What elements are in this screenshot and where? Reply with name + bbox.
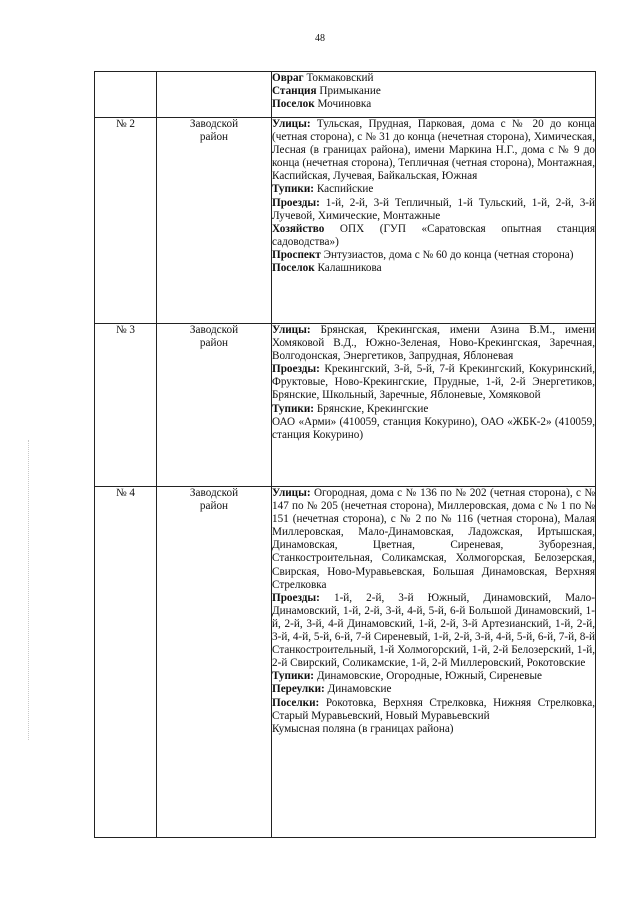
block-farm — [272, 223, 595, 249]
block-label: Хозяйство — [272, 222, 325, 235]
block-streets — [272, 487, 595, 592]
streets-cell — [272, 118, 596, 324]
block-text: Динамовские — [327, 683, 392, 696]
block-text: Огородная, дома с № 136 по № 202 (четная сторона), с № 147 по № 205 (нечетная сторона), Миллеровская, дома с № 1 по № 151 (нечетная сторона), с № 2 по № 116 (четная сторона), Малая Миллеровская, Мало-Динамовская, Ладожская, Иртышская, Динамовская, Цветная, Сиреневая, Зуборезная, Станкостроительная, Соликамская, Холмогорская, Белозерская, Свирская, Ново-Муравьевская, Большая Динамовская, Верхняя Стрелковка — [272, 487, 596, 591]
block-label: Улицы: — [272, 118, 311, 130]
streets-cell — [272, 487, 596, 838]
row-number-cell: № 2 — [95, 118, 157, 324]
block-label: Проезды: — [272, 591, 320, 604]
block-passages — [272, 197, 595, 223]
block-text: Брянская, Крекингская, имени Азина В.М., имени Хомяковой В.Д., Южно-Зеленая, Ново-Крекингская, Заречная, Волгодонская, Энергетиков, Запрудная, Яблоневая — [272, 324, 595, 363]
block-dead-ends — [272, 670, 595, 683]
block-station — [272, 85, 595, 98]
block-text: Рокотовка, Верхняя Стрелковка, Нижняя Стрелковка, Старый Муравьевский, Новый Муравьевский — [272, 696, 595, 722]
table-row — [95, 72, 596, 118]
block-settlement — [272, 98, 595, 111]
block-text: Каспийские — [316, 183, 374, 196]
block-label: Поселок — [272, 98, 315, 111]
block-label: Улицы: — [272, 487, 311, 499]
table-row — [95, 324, 596, 487]
block-label: Поселок — [272, 262, 315, 275]
block-text: Крекингский, 3-й, 5-й, 7-й Крекингский, Кокуринский, Фруктовые, Ново-Крекингские, Прудные, 1-й, 2-й Энергетиков, Брянские, Школьный, Заречные, Яблоневые, Хомяковой — [272, 363, 595, 402]
block-text: Мочиновка — [317, 98, 372, 111]
block-text: 1-й, 2-й, 3-й Южный, Динамовский, Мало-Динамовский, 1-й, 2-й, 3-й, 4-й, 5-й, 6-й Большой Динамовский, 1-й, 2-й, 3-й, 4-й Динамовский, 1-й, 2-й, 3-й Артезианский, 1-й, 2-й, 3-й, 4-й, 5-й, 6-й, 7-й Сиреневый, 1-й, 2-й, 3-й, 4-й, 5-й, 6-й, 7-й, 8-й Станкостроительный, 1-й Холмогорский, 1-й, 2-й Белозерский, 1-й, 2-й Свирский, Соликамские, 1-й, 2-й Миллеровский, Рокотовские — [272, 591, 595, 670]
block-label: Тупики: — [272, 402, 315, 415]
block-text: Калашникова — [317, 262, 382, 275]
row-number-cell: № 3 — [95, 324, 157, 487]
block-dead-ends — [272, 183, 595, 196]
row-number-cell — [95, 72, 157, 118]
area-cell: Заводской район — [157, 487, 272, 838]
block-label: Проспект — [272, 248, 321, 261]
block-label: Овраг — [272, 72, 304, 84]
block-label: Переулки: — [272, 683, 325, 696]
block-text: 1-й, 2-й, 3-й Тепличный, 1-й Тульский, 1-й, 2-й, 3-й Лучевой, Химические, Монтажные — [272, 196, 595, 222]
block-passages — [272, 363, 595, 402]
block-label: Поселки: — [272, 696, 320, 709]
block-label: Проезды: — [272, 363, 320, 376]
block-enterprises — [272, 416, 595, 442]
block-text: Динамовские, Огородные, Южный, Сиреневые — [316, 670, 542, 683]
streets-cell — [272, 324, 596, 487]
block-text: ОАО «Арми» (410059, станция Кокурино), ОАО «ЖБК-2» (410059, станция Кокурино) — [272, 415, 595, 441]
block-glade — [272, 723, 595, 736]
table-row — [95, 487, 596, 838]
margin-guide-line — [28, 440, 29, 740]
block-text: Примыкание — [319, 85, 381, 98]
page-number: 48 — [315, 33, 325, 44]
block-label: Тупики: — [272, 670, 315, 683]
block-text: Кумысная поляна (в границах района) — [272, 722, 454, 735]
block-text: Энтузиастов, дома с № 60 до конца (четная сторона) — [323, 248, 574, 261]
block-settlements — [272, 697, 595, 723]
block-text: Брянские, Крекингские — [316, 402, 429, 415]
table-row — [95, 118, 596, 324]
block-passages — [272, 592, 595, 671]
block-streets — [272, 118, 595, 183]
area-cell — [157, 72, 272, 118]
block-lanes — [272, 683, 595, 696]
block-streets — [272, 324, 595, 363]
row-number-cell: № 4 — [95, 487, 157, 838]
block-label: Станция — [272, 85, 317, 98]
area-cell: Заводской район — [157, 324, 272, 487]
districts-table — [94, 71, 596, 838]
block-label: Тупики: — [272, 183, 315, 196]
block-avenue — [272, 249, 595, 262]
block-settlement — [272, 262, 595, 275]
block-label: Проезды: — [272, 196, 320, 209]
block-text: Тульская, Прудная, Парковая, дома с № 20 до конца (четная сторона), с № 31 до конца (нечетная сторона), Химическая, Лесная (в границах района), имени Маркина Н.Г., дома с № 9 до конца (нечетная сторона), Тепличная (четная сторона), Монтажная, Каспийская, Лучевая, Байкальская, Южная — [272, 118, 596, 183]
block-dead-ends — [272, 403, 595, 416]
block-ravine — [272, 72, 595, 85]
block-label: Улицы: — [272, 324, 311, 336]
area-cell: Заводской район — [157, 118, 272, 324]
block-text: ОПХ (ГУП «Саратовская опытная станция садоводства») — [272, 222, 595, 248]
streets-cell — [272, 72, 596, 118]
block-text: Токмаковский — [306, 72, 374, 84]
